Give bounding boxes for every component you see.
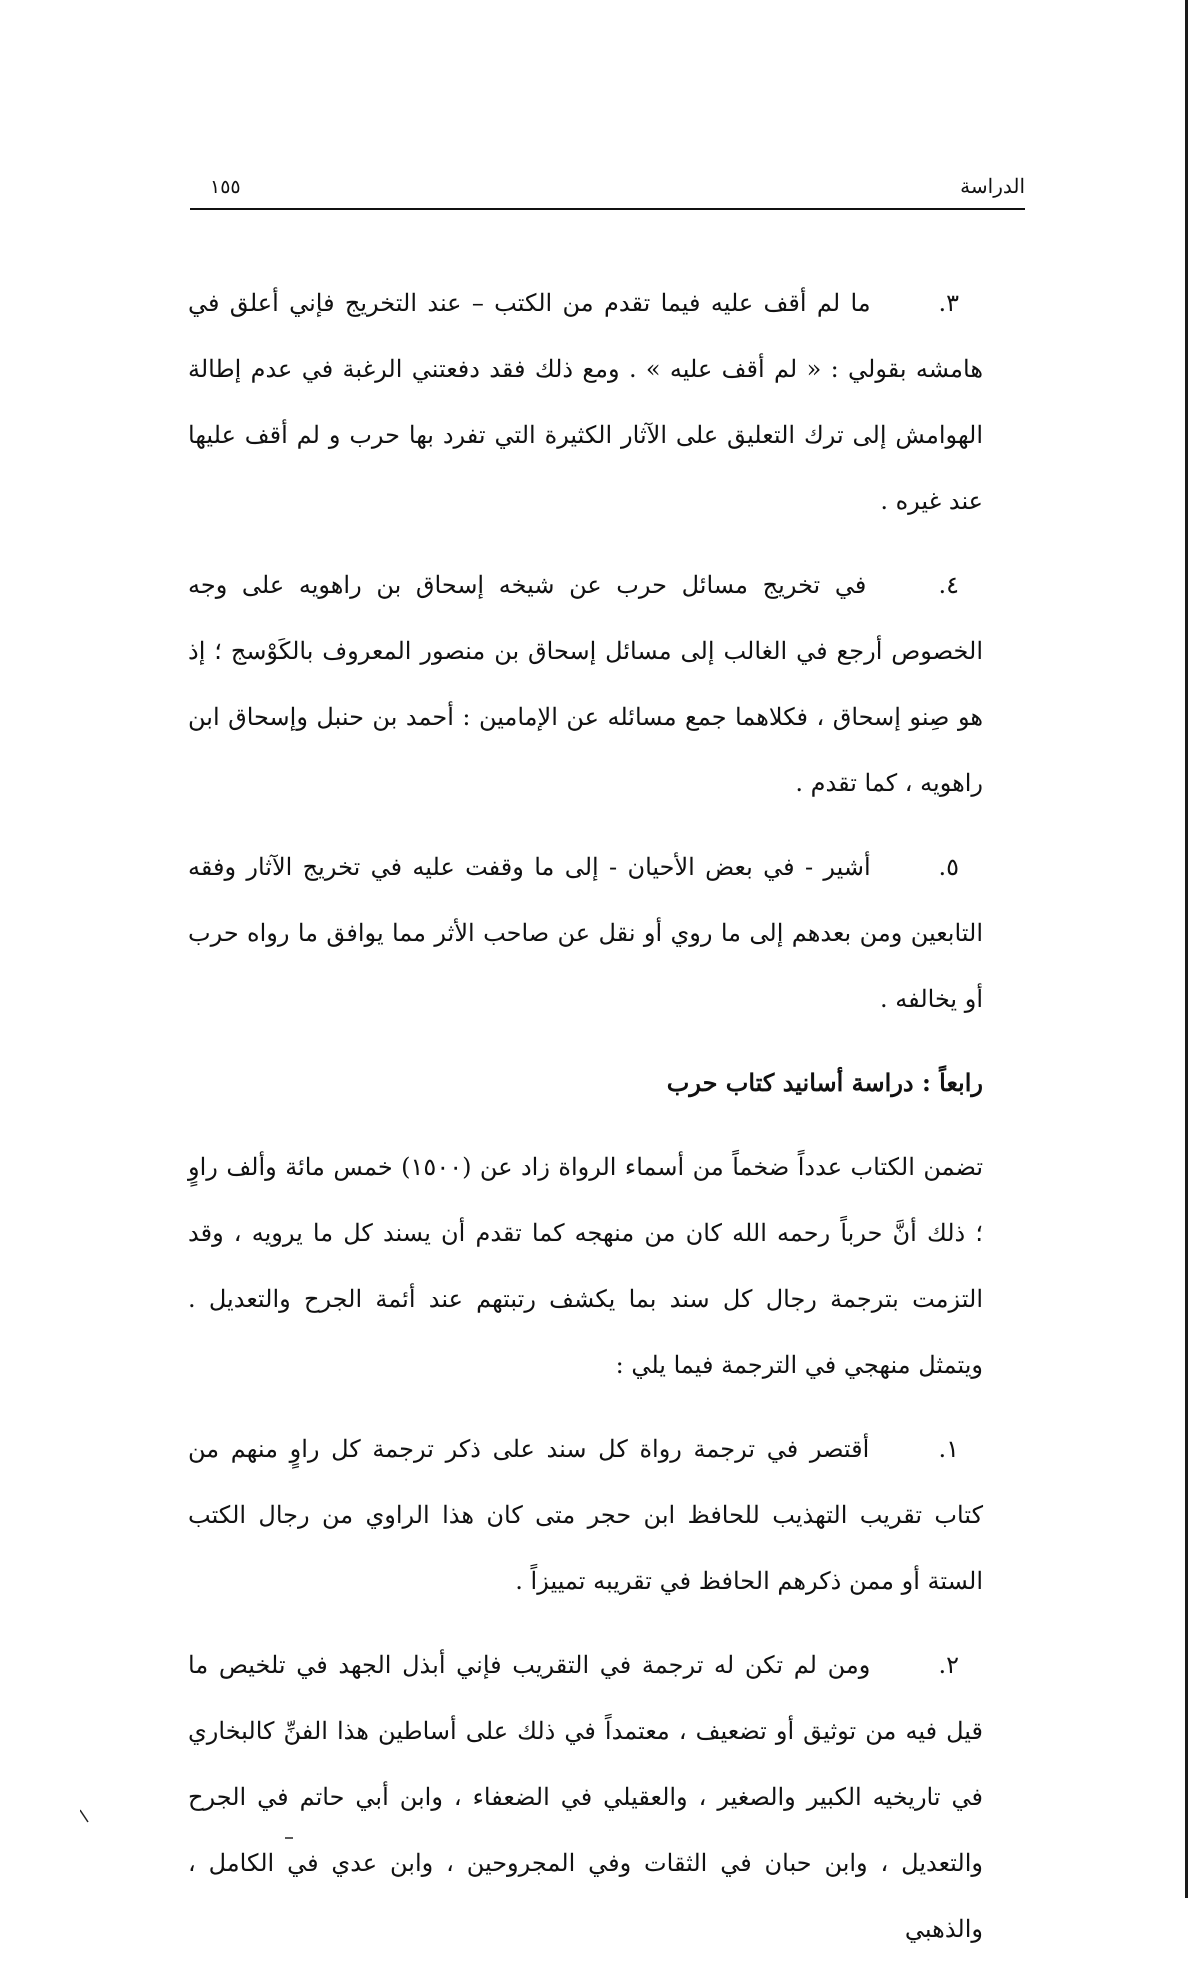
item-number: ١. — [938, 1435, 960, 1463]
list-item — [188, 834, 983, 1032]
list-item — [188, 552, 983, 816]
item-text: أقتصر في ترجمة رواة كل سند على ذكر ترجمة كل راوٍ منهم من كتاب تقريب التهذيب للحافظ ابن حجر متى كان هذا الراوي من رجال الكتب الستة أو ممن ذكرهم الحافظ في تقريبه تمييزاً . — [188, 1435, 983, 1595]
item-number: ٥. — [938, 853, 960, 881]
item-number: ٣. — [938, 289, 959, 317]
item-number: ٤. — [938, 571, 959, 599]
item-text: أشير - في بعض الأحيان - إلى ما وقفت عليه في تخريج الآثار وفقه التابعين ومن بعدهم إلى ما روي أو نقل عن صاحب الأثر مما يوافق ما رواه حرب أو يخالفه . — [188, 853, 983, 1013]
item-text: ومن لم تكن له ترجمة في التقريب فإني أبذل الجهد في تلخيص ما قيل فيه من توثيق أو تضعيف ، معتمداً في ذلك على أساطين هذا الفنِّ كالبخاري في تاريخيه الكبير والصغير ، والعقيلي في الضعفاء ، وابن أبي حاتم في الجرح والتعديل ، وابن حبان في الثقات وفي المجروحين ، وابن عدي في الكامل ، والذهبي — [188, 1651, 983, 1943]
running-title: الدراسة — [960, 174, 1025, 198]
list-item — [188, 270, 983, 534]
section-heading: رابعاً : دراسة أسانيد كتاب حرب — [666, 1068, 983, 1097]
item-text: ما لم أقف عليه فيما تقدم من الكتب – عند التخريج فإني أعلق في هامشه بقولي : « لم أقف عليه » . ومع ذلك فقد دفعتني الرغبة في عدم إطالة الهوامش إلى ترك التعليق على الآثار الكثيرة التي تفرد بها حرب و لم أقف عليها عند غيره . — [188, 289, 983, 515]
list-item — [188, 1632, 983, 1962]
section-intro: تضمن الكتاب عدداً ضخماً من أسماء الرواة زاد عن (١٥٠٠) خمس مائة وألف راوٍ ؛ ذلك أنَّ حرباً رحمه الله كان من منهجه كما تقدم أن يسند كل ما يرويه ، وقد التزمت بترجمة رجال كل سند بما يكشف رتبتهم عند أئمة الجرح والتعديل . ويتمثل منهجي في الترجمة فيما يلي : — [188, 1153, 983, 1379]
scan-specks — [80, 1800, 320, 1860]
item-number: ٢. — [938, 1651, 959, 1679]
list-item — [188, 1416, 983, 1614]
page-number: ١٥٥ — [210, 176, 241, 198]
item-text: في تخريج مسائل حرب عن شيخه إسحاق بن راهويه على وجه الخصوص أرجع في الغالب إلى مسائل إسحاق بن منصور المعروف بالكَوْسج ؛ إذ هو صِنو إسحاق ، فكلاهما جمع مسائله عن الإمامين : أحمد بن حنبل وإسحاق ابن راهويه ، كما تقدم . — [188, 571, 983, 797]
page-body — [188, 270, 983, 1980]
page-header — [190, 168, 1025, 210]
